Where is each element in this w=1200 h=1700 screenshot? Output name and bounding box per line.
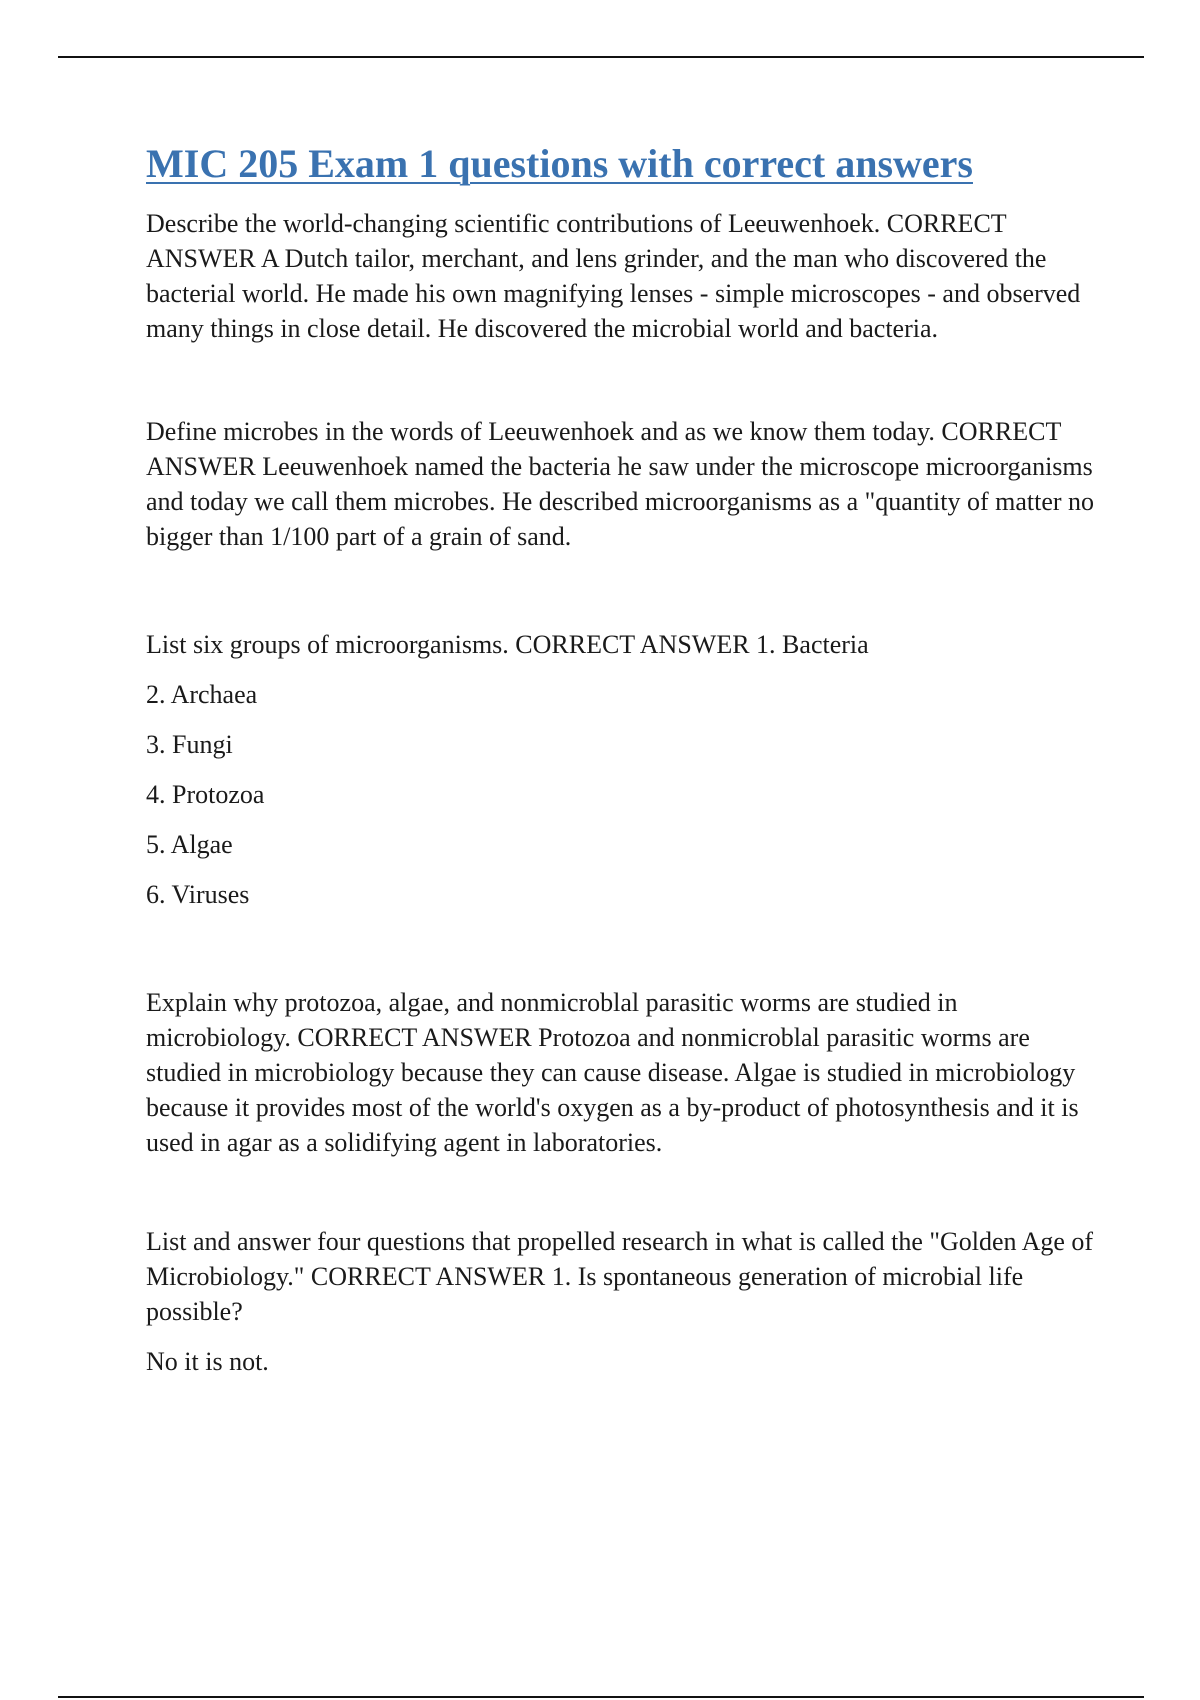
qa-1-text: Describe the world-changing scientific contributions of Leeuwenhoek. CORRECT ANSWER A Dutch tailor, merchant, and lens grinder, and the man who discovered the bacterial world. He made his own magnifying lenses - simple microscopes - and observed many things in close detail. He discovered the microbial world and bacteria. (146, 209, 1081, 343)
list-item: 2. Archaea (146, 680, 258, 709)
list-item: 4. Protozoa (146, 780, 265, 809)
qa-3 (146, 627, 1096, 912)
qa-4-text: Explain why protozoa, algae, and nonmicroblal parasitic worms are studied in microbiology. CORRECT ANSWER Protozoa and nonmicroblal parasitic worms are studied in microbiology because they can cause disease. Algae is studied in microbiology because it provides most of the world's oxygen as a by-product of photosynthesis and it is used in agar as a solidifying agent in laboratories. (146, 988, 1079, 1157)
top-rule (58, 56, 1144, 58)
list-item: 5. Algae (146, 830, 233, 859)
bottom-rule (58, 1696, 1144, 1698)
qa-2-text: Define microbes in the words of Leeuwenhoek and as we know them today. CORRECT ANSWER Leeuwenhoek named the bacteria he saw under the microscope microorganisms and today we call them microbes. He described microorganisms as a "quantity of matter no bigger than 1/100 part of a grain of sand. (146, 417, 1095, 551)
list-item: 6. Viruses (146, 880, 250, 909)
document-body (146, 140, 1096, 1379)
list-item: 3. Fungi (146, 730, 233, 759)
document-title: MIC 205 Exam 1 questions with correct answers (146, 141, 973, 186)
qa-5-text: List and answer four questions that propelled research in what is called the "Golden Age of Microbiology." CORRECT ANSWER 1. Is spontaneous generation of microbial life possible? (146, 1227, 1094, 1326)
qa-3-text: List six groups of microorganisms. CORRECT ANSWER 1. Bacteria (146, 630, 869, 659)
list-item: No it is not. (146, 1347, 269, 1376)
qa-5 (146, 1224, 1096, 1379)
